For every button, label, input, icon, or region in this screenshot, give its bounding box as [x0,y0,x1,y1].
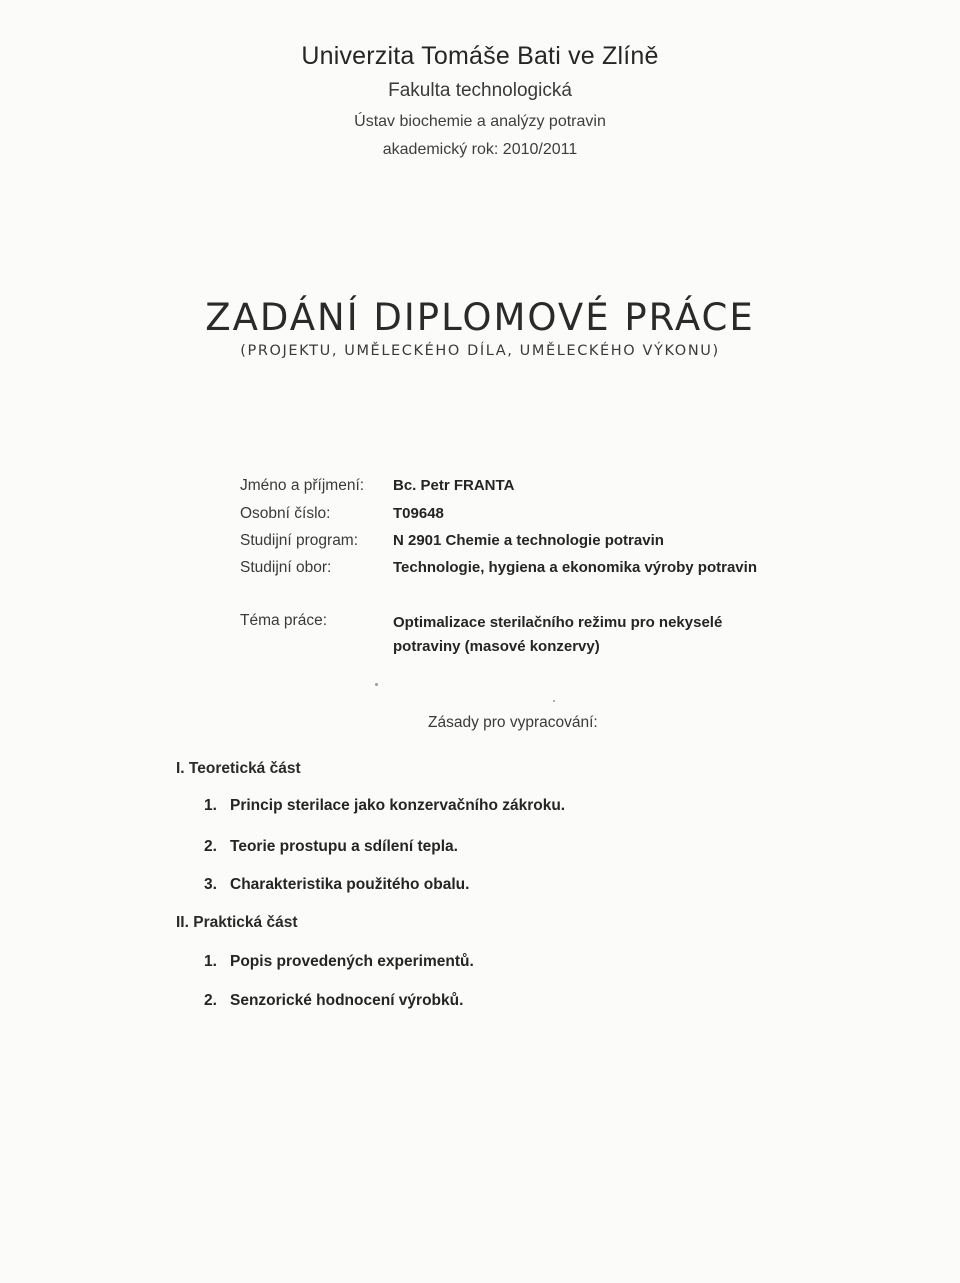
guidelines-heading: Zásady pro vypracování: [428,714,598,731]
list-item [204,876,469,894]
faculty-name: Fakulta technologická [388,80,572,101]
topic-value [393,611,793,659]
topic-line-1: Optimalizace sterilačního režimu pro nekyselé [393,614,723,631]
list-item-text: Senzorické hodnocení výrobků. [230,992,464,1009]
student-name-row [240,477,880,501]
topic-line-2: potraviny (masové konzervy) [393,638,600,655]
academic-year: akademický rok: 2010/2011 [382,141,578,158]
student-id-row [240,505,880,529]
section-practical: II. Praktická část [176,914,298,931]
list-item-text: Popis provedených experimentů. [230,953,474,970]
study-program-value: N 2901 Chemie a technologie potravin [393,532,664,549]
student-name-label: Jméno a příjmení: [240,477,365,494]
scan-speck [375,683,378,686]
document-title: ZADÁNÍ DIPLOMOVÉ PRÁCE [205,296,755,339]
list-item [204,797,565,815]
list-item-number: 1. [204,797,217,814]
study-field-label: Studijní obor: [240,559,332,576]
list-item-number: 2. [204,992,217,1009]
scan-speck [553,700,555,702]
list-item [204,838,458,856]
topic-label: Téma práce: [240,612,328,629]
list-item-text: Charakteristika použitého obalu. [230,876,470,893]
study-field-row [240,559,880,583]
study-program-label: Studijní program: [240,532,359,549]
document-subtitle: (PROJEKTU, UMĚLECKÉHO DÍLA, UMĚLECKÉHO VÝKONU) [240,343,720,359]
list-item [204,953,474,971]
student-id-value: T09648 [393,505,444,522]
list-item-number: 1. [204,953,217,970]
list-item-text: Princip sterilace jako konzervačního zákroku. [230,797,566,814]
section-theoretical: I. Teoretická část [176,760,301,777]
list-item-number: 2. [204,838,217,855]
study-field-value: Technologie, hygiena a ekonomika výroby potravin [393,559,757,576]
department-name: Ústav biochemie a analýzy potravin [354,113,606,130]
student-id-label: Osobní číslo: [240,505,331,522]
university-name: Univerzita Tomáše Bati ve Zlíně [301,42,659,70]
list-item-number: 3. [204,876,217,893]
study-program-row [240,532,880,556]
list-item [204,992,463,1010]
list-item-text: Teorie prostupu a sdílení tepla. [230,838,458,855]
student-name-value: Bc. Petr FRANTA [393,477,515,494]
